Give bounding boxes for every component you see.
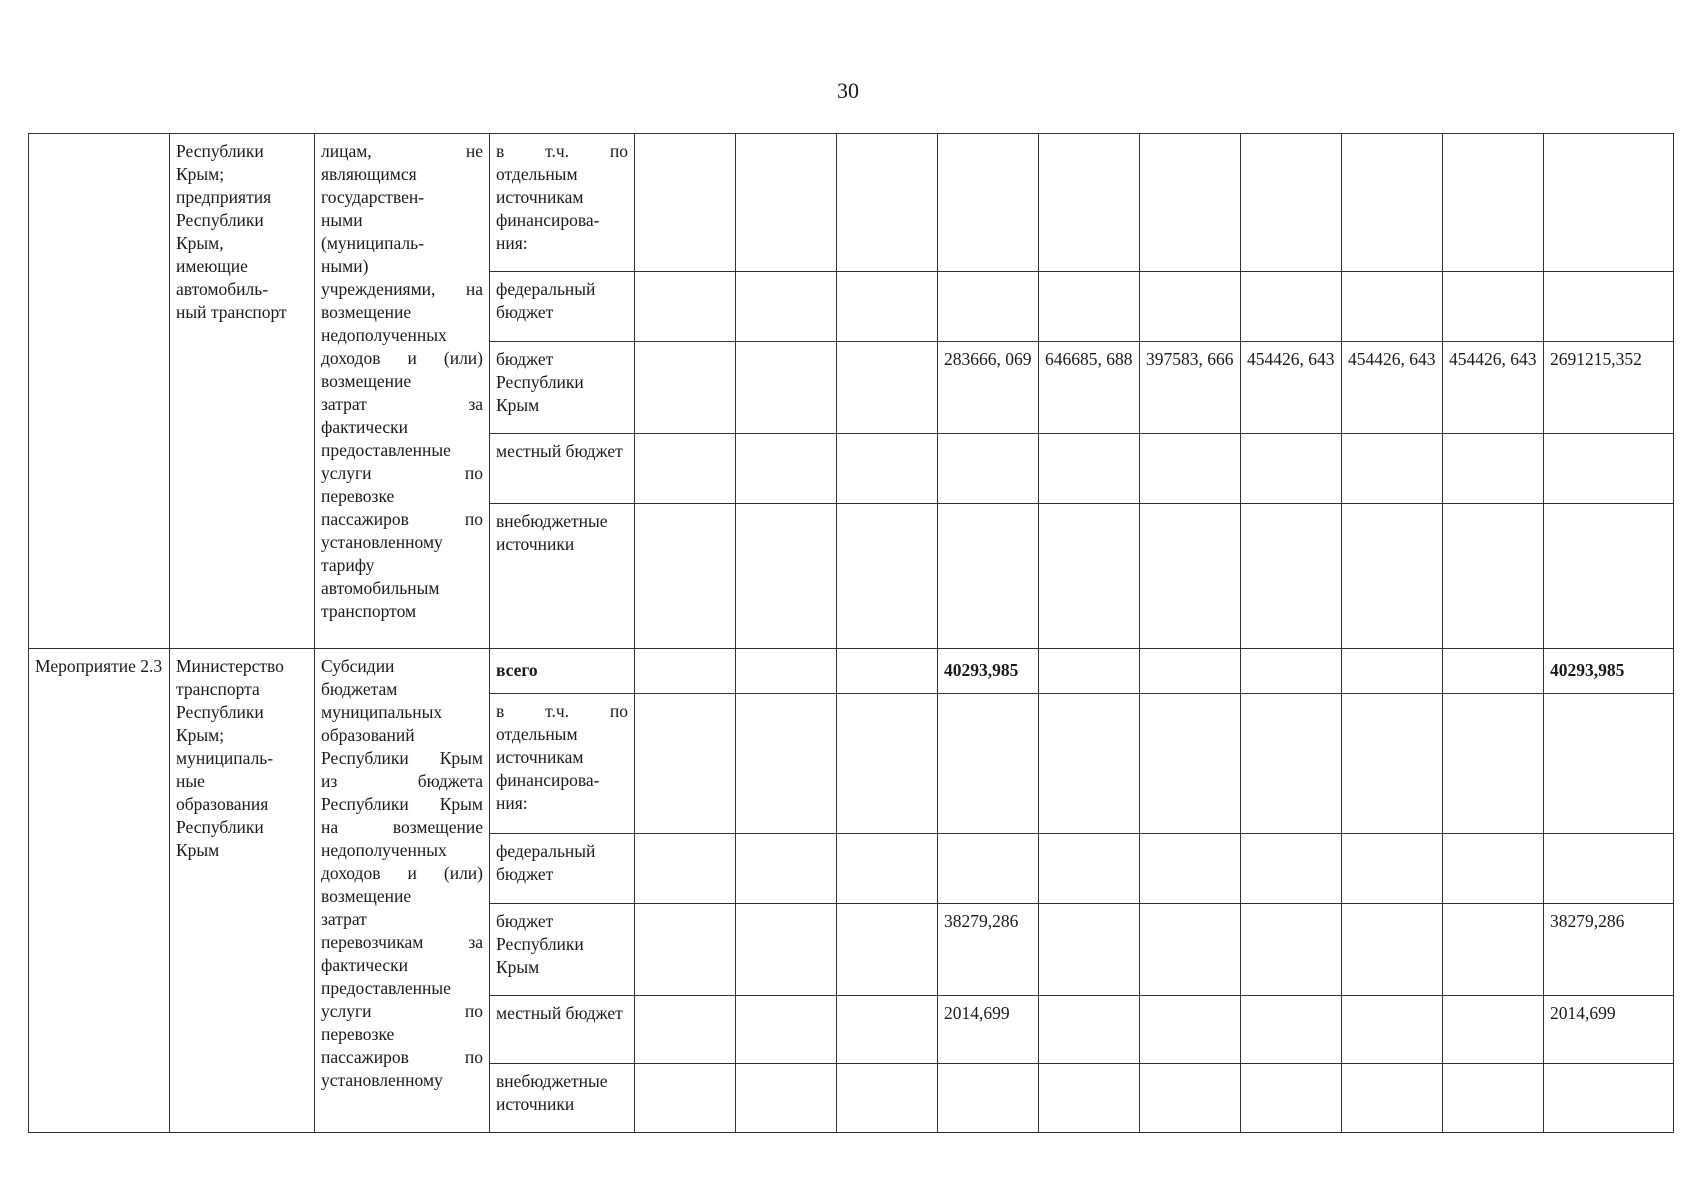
value-cell (1140, 694, 1241, 834)
value-cell: 38279,286 (938, 904, 1039, 996)
measure-cell (29, 134, 170, 649)
text-line: затрат (321, 909, 367, 929)
text-line: ными (321, 210, 363, 230)
text-line: недополученных (321, 840, 447, 860)
value-cell: 646685, 688 (1039, 342, 1140, 434)
text-line: затрат за (321, 394, 483, 414)
value-cell (1443, 504, 1544, 649)
value-cell (1443, 904, 1544, 996)
text-line: Крым, (176, 233, 224, 253)
value-cell (837, 694, 938, 834)
text-line: пассажиров по (321, 509, 483, 529)
value-cell (1241, 1064, 1342, 1133)
value-cell (1039, 1064, 1140, 1133)
value-cell (1039, 834, 1140, 904)
value-cell (736, 434, 837, 504)
value-cell (635, 1064, 736, 1133)
value-cell (635, 504, 736, 649)
value-cell (736, 134, 837, 272)
value-cell (635, 694, 736, 834)
text-line: (муниципаль- (321, 233, 424, 253)
text-line: возмещение (321, 371, 412, 391)
value-cell (1241, 904, 1342, 996)
value-cell (837, 504, 938, 649)
value-cell (837, 342, 938, 434)
text-line: транспорта (176, 679, 260, 699)
value-cell (837, 834, 938, 904)
value-cell (1342, 996, 1443, 1064)
text-line: Республики (176, 817, 264, 837)
text-line: Крым (176, 840, 220, 860)
text-line: услуги по (321, 463, 483, 483)
value-cell (837, 272, 938, 342)
text-line: перевозке (321, 1024, 395, 1044)
value-cell (837, 434, 938, 504)
value-cell (938, 134, 1039, 272)
funding-source-cell: федеральный бюджет (490, 834, 635, 904)
value-cell (1544, 1064, 1674, 1133)
value-cell (837, 1064, 938, 1133)
value-cell (1443, 996, 1544, 1064)
financing-table (28, 133, 1674, 1133)
value-cell (1039, 694, 1140, 834)
value-cell: 454426, 643 (1443, 342, 1544, 434)
text-line: установленному (321, 1070, 443, 1090)
value-cell (635, 996, 736, 1064)
text-line: транспортом (321, 601, 417, 621)
text-line: доходов и (или) (321, 348, 483, 368)
value-cell (1241, 649, 1342, 694)
value-cell (736, 649, 837, 694)
description-cell (315, 134, 490, 649)
value-cell (1039, 996, 1140, 1064)
value-cell (1241, 134, 1342, 272)
text-line: Республики (176, 210, 264, 230)
text-line: перевозчикам за (321, 932, 483, 952)
value-cell (736, 1064, 837, 1133)
value-cell (635, 434, 736, 504)
value-cell (1443, 694, 1544, 834)
value-cell (1039, 904, 1140, 996)
value-cell (837, 134, 938, 272)
value-cell (1241, 434, 1342, 504)
value-cell (1342, 272, 1443, 342)
value-cell (837, 649, 938, 694)
value-cell (1140, 996, 1241, 1064)
value-cell: 2014,699 (938, 996, 1039, 1064)
value-cell (1140, 904, 1241, 996)
text-line: ными) (321, 256, 369, 276)
value-cell (1342, 904, 1443, 996)
funding-source-cell: в т.ч. по отдельным источникам финансирова-ния: (490, 134, 635, 272)
value-cell (1039, 504, 1140, 649)
value-cell (1342, 1064, 1443, 1133)
text-line: ные (176, 771, 205, 791)
text-line: муниципаль- (176, 748, 274, 768)
value-cell (1443, 434, 1544, 504)
value-cell: 2014,699 (1544, 996, 1674, 1064)
value-cell (1140, 434, 1241, 504)
value-cell: 397583, 666 (1140, 342, 1241, 434)
value-cell (635, 904, 736, 996)
value-cell (635, 649, 736, 694)
text-line: из бюджета (321, 771, 483, 791)
text-line: недополученных (321, 325, 447, 345)
value-cell (1544, 694, 1674, 834)
page-number: 30 (837, 78, 859, 103)
value-cell (938, 1064, 1039, 1133)
text-line: муниципальных (321, 702, 443, 722)
text-line: Министерство (176, 656, 284, 676)
value-cell (635, 134, 736, 272)
value-cell (736, 834, 837, 904)
value-cell (635, 272, 736, 342)
text-line: автомобиль- (176, 279, 269, 299)
value-cell (1342, 504, 1443, 649)
text-line: услуги по (321, 1001, 483, 1021)
text-line: пассажиров по (321, 1047, 483, 1067)
value-cell (1342, 134, 1443, 272)
text-line: установленному (321, 532, 443, 552)
value-cell (1241, 694, 1342, 834)
funding-source-cell: бюджет Республики Крым (490, 904, 635, 996)
value-cell (1241, 504, 1342, 649)
value-cell (1140, 134, 1241, 272)
text-line: имеющие (176, 256, 248, 276)
value-cell (1544, 434, 1674, 504)
value-cell (1342, 649, 1443, 694)
value-cell (1039, 272, 1140, 342)
text-line: бюджетам (321, 679, 398, 699)
value-cell: 454426, 643 (1342, 342, 1443, 434)
value-cell (1140, 504, 1241, 649)
text-line: перевозке (321, 486, 395, 506)
text-line: Республики Крым (321, 794, 483, 814)
value-cell (1544, 834, 1674, 904)
executor-cell (170, 134, 315, 649)
value-cell (1544, 272, 1674, 342)
text-line: на возмещение (321, 817, 483, 837)
text-line: Республики (176, 141, 264, 161)
value-cell (1140, 649, 1241, 694)
text-line: Субсидии (321, 656, 395, 676)
value-cell (736, 272, 837, 342)
value-cell (1241, 272, 1342, 342)
funding-source-cell: внебюджетные источники (490, 1064, 635, 1133)
funding-source-cell: внебюджетные источники (490, 504, 635, 649)
text-line: автомобильным (321, 578, 440, 598)
funding-source-cell: бюджет Республики Крым (490, 342, 635, 434)
description-cell (315, 649, 490, 1133)
text-line: возмещение (321, 302, 412, 322)
text-line: предоставленные (321, 978, 451, 998)
text-line: ный транспорт (176, 302, 287, 322)
text-line: предприятия (176, 187, 272, 207)
value-cell (1443, 272, 1544, 342)
value-cell (1039, 434, 1140, 504)
value-cell (938, 834, 1039, 904)
value-cell (938, 504, 1039, 649)
value-cell (1039, 134, 1140, 272)
value-cell (1039, 649, 1140, 694)
value-cell: 38279,286 (1544, 904, 1674, 996)
value-cell (837, 904, 938, 996)
text-line: являющимся (321, 164, 417, 184)
value-cell (1443, 649, 1544, 694)
text-line: государствен- (321, 187, 425, 207)
value-cell (1140, 272, 1241, 342)
value-cell: 40293,985 (1544, 649, 1674, 694)
text-line: фактически (321, 417, 409, 437)
funding-source-cell: всего (490, 649, 635, 694)
value-cell (837, 996, 938, 1064)
text-line: доходов и (или) (321, 863, 483, 883)
value-cell (1544, 134, 1674, 272)
value-cell (736, 694, 837, 834)
value-cell (736, 342, 837, 434)
text-line: лицам, не (321, 141, 483, 161)
value-cell (938, 694, 1039, 834)
value-cell (1241, 834, 1342, 904)
text-line: предоставленные (321, 440, 451, 460)
value-cell: 40293,985 (938, 649, 1039, 694)
value-cell (1544, 504, 1674, 649)
text-line: фактически (321, 955, 409, 975)
text-line: образования (176, 794, 269, 814)
value-cell (1443, 134, 1544, 272)
value-cell: 454426, 643 (1241, 342, 1342, 434)
value-cell (1140, 834, 1241, 904)
table-row (29, 134, 1674, 272)
value-cell (1342, 834, 1443, 904)
value-cell (938, 434, 1039, 504)
value-cell: 2691215,352 (1544, 342, 1674, 434)
text-line: Крым; (176, 164, 225, 184)
text-line: тарифу (321, 555, 375, 575)
measure-cell: Мероприятие 2.3 (29, 649, 170, 1133)
value-cell (736, 996, 837, 1064)
funding-source-cell: местный бюджет (490, 996, 635, 1064)
value-cell (635, 342, 736, 434)
value-cell (1443, 1064, 1544, 1133)
funding-source-cell: федеральный бюджет (490, 272, 635, 342)
value-cell (1342, 694, 1443, 834)
text-line: учреждениями, на (321, 279, 483, 299)
value-cell (938, 272, 1039, 342)
executor-cell (170, 649, 315, 1133)
value-cell (1443, 834, 1544, 904)
value-cell (1241, 996, 1342, 1064)
text-line: Крым; (176, 725, 225, 745)
funding-source-cell: в т.ч. по отдельным источникам финансирова-ния: (490, 694, 635, 834)
value-cell (1140, 1064, 1241, 1133)
text-line: возмещение (321, 886, 412, 906)
value-cell: 283666, 069 (938, 342, 1039, 434)
funding-source-cell: местный бюджет (490, 434, 635, 504)
value-cell (1342, 434, 1443, 504)
text-line: Республики (176, 702, 264, 722)
text-line: Республики Крым (321, 748, 483, 768)
value-cell (635, 834, 736, 904)
table-row (29, 649, 1674, 694)
value-cell (736, 504, 837, 649)
text-line: образований (321, 725, 415, 745)
table-body (29, 134, 1674, 1133)
value-cell (736, 904, 837, 996)
